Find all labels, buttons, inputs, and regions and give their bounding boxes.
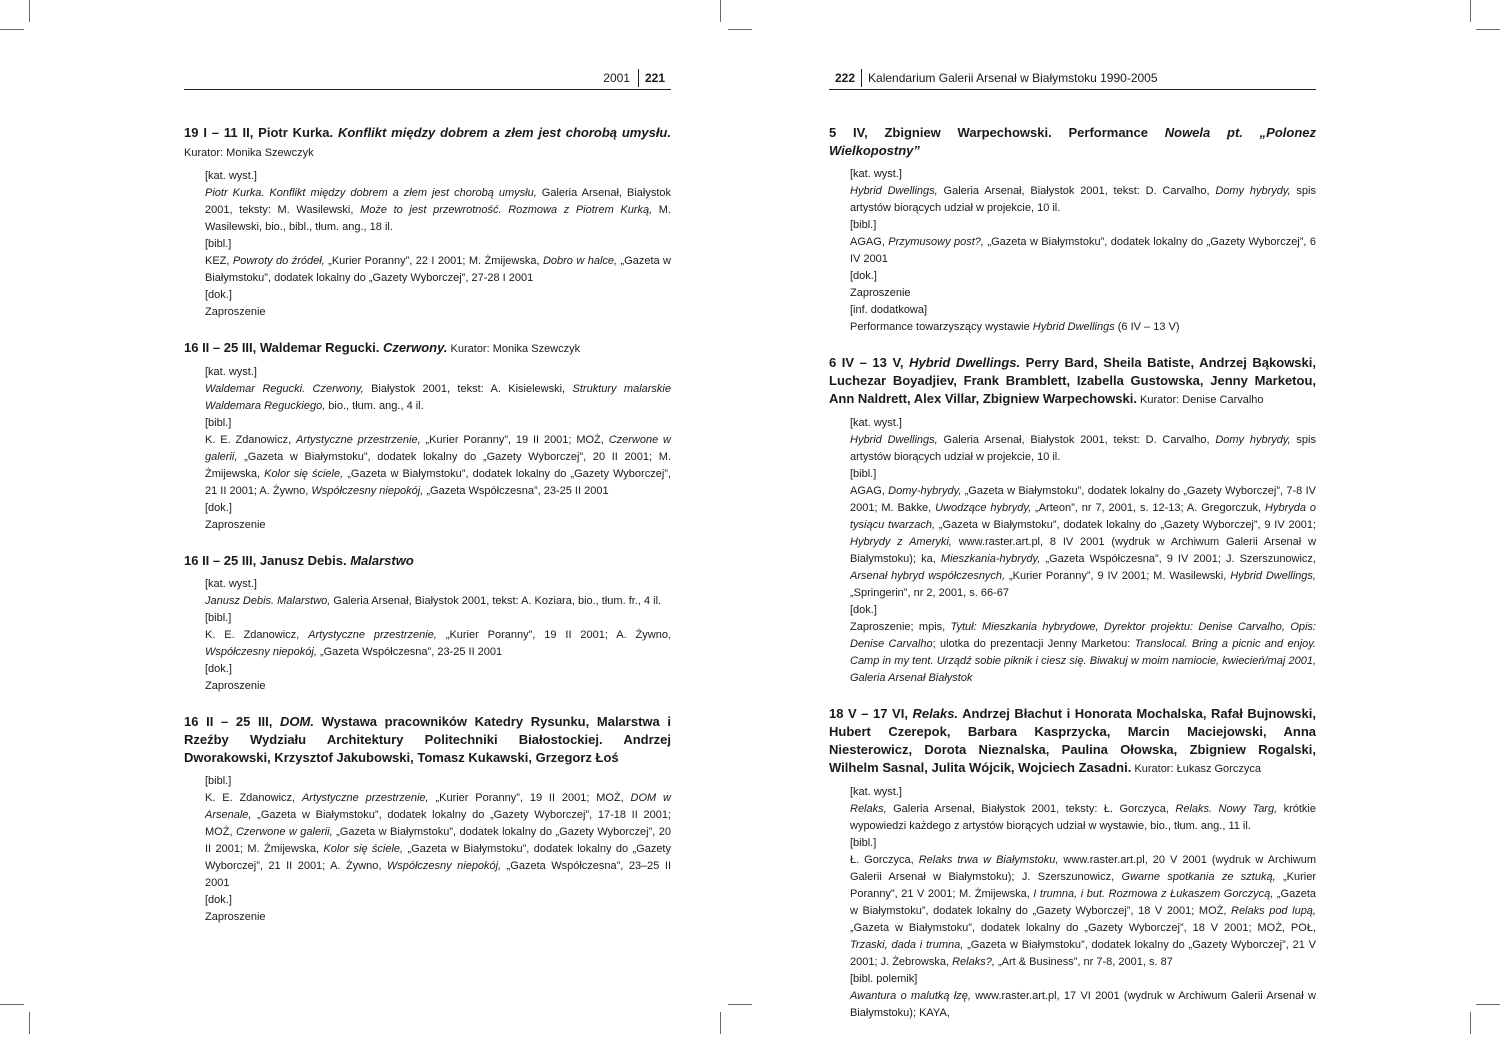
text-run: DOM w Arsenale, (205, 792, 671, 821)
text-run: „Gazeta w Białymstoku”, dodatek lokalny do „Gazety Wyborczej”, 21 II 2001; A. Żywno, (205, 468, 671, 497)
bibliography-line (850, 415, 1316, 432)
text-run: Awantura o malutką łzę, (850, 990, 971, 1002)
text-run: spis artystów biorących udział w projekcie, 10 il. (850, 185, 1316, 214)
text-run: „Gazeta w Białymstoku”, dodatek lokalny do „Gazety Wyborczej”, 18 V 2001; MOŻ, (850, 888, 1316, 917)
bibliography-line (205, 593, 671, 610)
text-run: Hybrid Dwellings. (909, 355, 1021, 370)
text-run: Domy hybrydy, (1215, 185, 1291, 197)
text-run: Relaks, (850, 803, 887, 815)
text-run: „Kurier Poranny”, 21 V 2001; M. Żmijewska, (850, 871, 1316, 900)
text-run: [bibl.] (850, 468, 877, 480)
text-run: DOM. (280, 714, 314, 729)
text-run: Konflikt między dobrem a złem jest chorobą umysłu. (337, 125, 671, 140)
text-run: [inf. dodatkowa] (850, 304, 928, 316)
text-run: 16 II – 25 III, Waldemar Regucki. (184, 340, 383, 355)
bibliography-line (205, 168, 671, 185)
text-run: Kurator: Monika Szewczyk (447, 343, 581, 355)
text-run: „Gazeta Współczesna”, 23-25 II 2001 (316, 646, 503, 658)
text-run: Mieszkania-hybrydy, (940, 553, 1041, 565)
crop-mark (0, 29, 24, 30)
text-run: [bibl.] (850, 219, 877, 231)
calendar-entry (184, 713, 671, 926)
text-run: Zaproszenie (205, 519, 266, 531)
text-run: Białystok 2001, tekst: A. Kisielewski, (363, 383, 573, 395)
bibliography-line (205, 432, 671, 500)
text-run: „Art & Business”, nr 7-8, 2001, s. 87 (994, 956, 1173, 968)
text-run: Gwarne spotkania ze sztuką, (1121, 871, 1276, 883)
bibliography-line (850, 835, 1316, 852)
text-run: Hybrid Dwellings, (850, 185, 938, 197)
text-run: [dok.] (205, 502, 232, 514)
crop-mark (1476, 29, 1500, 30)
bibliography-line (850, 784, 1316, 801)
text-run: Współczesny niepokój, (386, 860, 502, 872)
crop-mark (29, 1012, 30, 1034)
text-run: [kat. wyst.] (850, 168, 902, 180)
text-run: „Kurier Poranny”, 22 I 2001; M. Żmijewska, (324, 255, 543, 267)
entry-title (184, 552, 671, 570)
text-run: 6 IV – 13 V, (829, 355, 910, 370)
text-run: Współczesny niepokój, (205, 646, 317, 658)
text-run: Andrzej Błachut i Honorata Mochalska, Rafał Bujnowski, Hubert Czerepok, Barbara Kasprzycka, Marcin Maciejowski, Anna Niesterowicz, Dorota Nieznalska, Paulina Ołowska, Zbigniew Rogalski, Wilhelm Sasnal, Julita Wójcik, Wojciech Zasadni. (829, 706, 1316, 775)
bibliography-line (850, 166, 1316, 183)
text-run: [bibl.] (205, 417, 232, 429)
bibliography-line (205, 610, 671, 627)
text-run: [dok.] (205, 894, 232, 906)
text-run: Perry Bard, Sheila Batiste, Andrzej Bąkowski, Luchezar Boyadjiev, Frank Bramblett, Izabella Gustowska, Jenny Marketou, Ann Naldrett, Alex Villar, Zbigniew Warpechowski. (829, 355, 1316, 406)
text-run: „Gazeta w Białymstoku”, dodatek lokalny do „Gazety Wyborczej”, 17-18 II 2001; MOŻ, (205, 809, 671, 838)
entry-title (829, 705, 1316, 778)
text-run: „Arteon”, nr 7, 2001, s. 12-13; A. Gregorczuk, (1031, 502, 1266, 514)
crop-mark (1470, 1012, 1471, 1034)
text-run: „Kurier Poranny”, 9 IV 2001; M. Wasilewski, (1005, 570, 1231, 582)
page-header-left (184, 69, 671, 90)
text-run: Kurator: Łukasz Gorczyca (1131, 763, 1261, 775)
bibliography-line (850, 852, 1316, 971)
text-run: Czerwony. (382, 340, 448, 355)
text-run: „Gazeta w Białymstoku”, dodatek lokalny do „Gazety Wyborczej”, 7-8 IV 2001; M. Bakke, (850, 485, 1316, 514)
text-run: Wystawa pracowników Katedry Rysunku, Malarstwa i Rzeźby Wydziału Architektury Politechniki Białostockiej. Andrzej Dworakowski, Krzysztof Jakubowski, Tomasz Kukawski, Grzegorz Łoś (184, 714, 671, 765)
entry-title (184, 339, 671, 358)
text-run: „Gazeta w Białymstoku”, dodatek lokalny do „Gazety Wyborczej”, 6 IV 2001 (850, 236, 1317, 265)
text-run: Relaks. Nowy Targ, (1175, 803, 1278, 815)
text-run: „Kurier Poranny”, 19 II 2001; MOŻ, (428, 792, 631, 804)
text-run: Przymusowy post?, (888, 236, 984, 248)
text-run: „Gazeta w Białymstoku”, dodatek lokalny do „Gazety Wyborczej”, 20 II 2001; M. Żmijewska, (205, 451, 671, 480)
bibliography-line (205, 381, 671, 415)
entry-title (829, 124, 1316, 160)
text-run: 19 I – 11 II, Piotr Kurka. (184, 125, 338, 140)
entry-title (829, 354, 1316, 409)
text-run: AGAG, (850, 236, 889, 248)
entry-body (850, 166, 1316, 336)
text-run: „Gazeta w Białymstoku”, dodatek lokalny do „Gazety Wyborczej”, 21 V 2001; J. Żebrowska, (850, 939, 1316, 968)
text-run: Galeria Arsenał, Białystok 2001, tekst: D. Carvalho, (937, 185, 1216, 197)
text-run: [kat. wyst.] (205, 366, 257, 378)
text-run: www.raster.art.pl, 20 V 2001 (wydruk w Archiwum Galerii Arsenał w Białymstoku); J. Szerszunowicz, (850, 854, 1316, 883)
text-run: spis artystów biorących udział w projekcie, 10 il. (850, 434, 1316, 463)
crop-mark (728, 1004, 752, 1005)
text-run: Artystyczne przestrzenie, (301, 792, 429, 804)
bibliography-line (850, 602, 1316, 619)
header-year: 2001 (603, 71, 630, 85)
text-run: „Gazeta Współczesna”, 23–25 II 2001 (205, 860, 671, 889)
bibliography-line (850, 619, 1316, 687)
text-run: Piotr Kurka. Konflikt między dobrem a złem jest chorobą umysłu, (205, 187, 537, 199)
text-run: Tytuł: Mieszkania hybrydowe, Dyrektor projektu: Denise Carvalho, Opis: Denise Carvalho (850, 621, 1316, 650)
text-run: www.raster.art.pl, 8 IV 2001 (wydruk w Archiwum Galerii Arsenał w Białymstoku); ka, (850, 536, 1317, 565)
text-run: Translocal. Bring a picnic and enjoy. Camp in my tent. Urządź sobie piknik i ciesz się. Biwakuj w moim namiocie, kwiecień/maj 2001, Galeria Arsenał Białystok (850, 638, 1316, 684)
text-run: bio., tłum. ang., 4 il. (325, 400, 424, 412)
text-run: Hybrid Dwellings, (1230, 570, 1316, 582)
text-run: „Gazeta w Białymstoku”, dodatek lokalny do „Gazety Wyborczej”, 21 II 2001; A. Żywno, (205, 843, 671, 872)
bibliography-line (850, 971, 1316, 988)
text-run: [kat. wyst.] (850, 417, 902, 429)
crop-mark (720, 1012, 721, 1034)
text-run: Kolor się ściele, (264, 468, 344, 480)
calendar-entry (184, 339, 671, 534)
bibliography-line (205, 661, 671, 678)
entry-body (850, 784, 1316, 1022)
bibliography-line (205, 415, 671, 432)
calendar-entry (829, 705, 1316, 1022)
bibliography-line (205, 576, 671, 593)
text-run: Janusz Debis. Malarstwo, (205, 595, 331, 607)
text-run: Zaproszenie (205, 911, 266, 923)
bibliography-line (205, 500, 671, 517)
text-run: KEZ, (205, 255, 233, 267)
text-run: „Kurier Poranny”, 19 II 2001; A. Żywno, (436, 629, 672, 641)
entry-body (205, 576, 671, 695)
text-run: Kurator: Monika Szewczyk (184, 147, 314, 159)
text-run: Czerwone w galerii, (205, 434, 672, 463)
entry-body (205, 773, 671, 926)
text-run: [dok.] (205, 289, 232, 301)
text-run: Dobro w halce, (542, 255, 618, 267)
text-run: K. E. Zdanowicz, (205, 629, 309, 641)
text-run: [kat. wyst.] (850, 786, 902, 798)
text-run: Współczesny niepokój, (311, 485, 424, 497)
text-run: Galeria Arsenał, Białystok 2001, tekst: A. Koziara, bio., tłum. fr., 4 il. (330, 595, 662, 607)
bibliography-line (850, 988, 1316, 1022)
bibliography-line (205, 517, 671, 534)
text-run: K. E. Zdanowicz, (205, 434, 296, 446)
text-run: [bibl.] (850, 837, 877, 849)
text-run: Hybrid Dwellings, (850, 434, 938, 446)
text-run: Hybryda o tysiącu twarzach, (850, 502, 1317, 531)
calendar-entry (829, 354, 1316, 687)
text-run: krótkie wypowiedzi każdego z artystów biorących udział w wystawie, bio., tłum. ang., 11 il. (850, 803, 1316, 832)
bibliography-line (850, 466, 1316, 483)
text-run: Zaproszenie (205, 306, 266, 318)
text-run: Zaproszenie (205, 680, 266, 692)
bibliography-line (205, 364, 671, 381)
bibliography-line (850, 268, 1316, 285)
text-run: Relaks. (912, 706, 959, 721)
text-run: 16 II – 25 III, Janusz Debis. (184, 553, 351, 568)
page-number: 222 (835, 71, 856, 85)
text-run: [bibl.] (205, 775, 232, 787)
crop-mark (29, 0, 30, 22)
bibliography-line (205, 909, 671, 926)
bibliography-line (850, 183, 1316, 217)
left-page-column (184, 124, 671, 944)
entry-body (850, 415, 1316, 687)
text-run: Trzaski, dada i trumna, (850, 939, 964, 951)
right-page-column (829, 124, 1316, 1040)
text-run: Powroty do źródeł, (232, 255, 325, 267)
text-run: Ł. Gorczyca, (850, 854, 919, 866)
text-run: Performance towarzyszący wystawie (850, 321, 1033, 333)
text-run: [kat. wyst.] (205, 578, 257, 590)
text-run: Zaproszenie (850, 287, 911, 299)
text-run: „Gazeta w Białymstoku”, dodatek lokalny do „Gazety Wyborczej”, 20 II 2001; M. Żmijewska, (205, 826, 671, 855)
text-run: Galeria Arsenał, Białystok 2001, tekst: D. Carvalho, (937, 434, 1216, 446)
text-run: [dok.] (205, 663, 232, 675)
bibliography-line (205, 790, 671, 892)
text-run: [bibl.] (205, 238, 232, 250)
text-run: [bibl. polemik] (850, 973, 918, 985)
calendar-entry (829, 124, 1316, 336)
bibliography-line (850, 319, 1316, 336)
text-run: Waldemar Regucki. Czerwony, (205, 383, 364, 395)
text-run: 18 V – 17 VI, (829, 706, 913, 721)
text-run: „Gazeta w Białymstoku”, dodatek lokalny do „Gazety Wyborczej”, 27-28 I 2001 (205, 255, 671, 284)
text-run: „Kurier Poranny”, 19 II 2001; MOŻ, (420, 434, 609, 446)
text-run: Czerwone w galerii, (235, 826, 333, 838)
text-run: K. E. Zdanowicz, (205, 792, 302, 804)
text-run: Relaks pod lupą, (1231, 905, 1316, 917)
text-run: [dok.] (850, 604, 877, 616)
entry-body (205, 364, 671, 534)
bibliography-line (850, 234, 1316, 268)
text-run: „Springerin”, nr 2, 2001, s. 66-67 (850, 587, 1009, 599)
crop-mark (0, 1004, 24, 1005)
text-run: (6 IV – 13 V) (1114, 321, 1180, 333)
bibliography-line (205, 236, 671, 253)
bibliography-line (205, 627, 671, 661)
bibliography-line (850, 432, 1316, 466)
text-run: ; ulotka do prezentacji Jenny Marketou: (932, 638, 1135, 650)
text-run: Nowela pt. „Polonez Wielkopostny” (829, 125, 1316, 158)
crop-mark (720, 0, 721, 22)
text-run: Artystyczne przestrzenie, (308, 629, 437, 641)
text-run: [bibl.] (205, 612, 232, 624)
text-run: Artystyczne przestrzenie, (295, 434, 421, 446)
bibliography-line (205, 892, 671, 909)
text-run: Hybrydy z Ameryki, (850, 536, 952, 548)
bibliography-line (205, 287, 671, 304)
text-run: Może to jest przewrotność. Rozmowa z Piotrem Kurką, (360, 204, 653, 216)
crop-mark (1476, 1004, 1500, 1005)
calendar-entry (184, 552, 671, 695)
text-run: „Gazeta w Białymstoku”, dodatek lokalny do „Gazety Wyborczej”, 18 V 2001; MOŻ, POŁ, (850, 922, 1316, 934)
text-run: Domy hybrydy, (1215, 434, 1291, 446)
bibliography-line (205, 185, 671, 236)
bibliography-line (850, 217, 1316, 234)
text-run: Galeria Arsenał, Białystok 2001, teksty: M. Wasilewski, (205, 187, 671, 216)
running-title: Kalendarium Galerii Arsenał w Białymstoku 1990-2005 (868, 71, 1158, 85)
bibliography-line (850, 483, 1316, 602)
text-run: „Gazeta w Białymstoku”, dodatek lokalny do „Gazety Wyborczej”, 9 IV 2001; (935, 519, 1316, 531)
text-run: Zaproszenie; mpis, (850, 621, 951, 633)
text-run: 16 II – 25 III, (184, 714, 281, 729)
text-run: Malarstwo (350, 553, 414, 568)
calendar-entry (184, 124, 671, 321)
text-run: „Gazeta Współczesna”, 23-25 II 2001 (423, 485, 609, 497)
text-run: [kat. wyst.] (205, 170, 257, 182)
crop-mark (728, 29, 752, 30)
text-run: Uwodzące hybrydy, (935, 502, 1032, 514)
text-run: Struktury malarskie Waldemara Reguckiego, (205, 383, 671, 412)
text-run: M. Wasilewski, bio., bibl., tłum. ang., 18 il. (205, 204, 671, 233)
text-run: 5 IV, Zbigniew Warpechowski. Performance (829, 125, 1165, 140)
page-number: 221 (644, 71, 665, 85)
bibliography-line (850, 801, 1316, 835)
bibliography-line (850, 285, 1316, 302)
text-run: Hybrid Dwellings (1032, 321, 1115, 333)
bibliography-line (205, 773, 671, 790)
text-run: Relaks?, (952, 956, 995, 968)
bibliography-line (850, 302, 1316, 319)
text-run: www.raster.art.pl, 17 VI 2001 (wydruk w Archiwum Galerii Arsenał w Białymstoku); KAYA, (850, 990, 1316, 1019)
crop-mark (1470, 0, 1471, 22)
text-run: Kurator: Denise Carvalho (1136, 394, 1264, 406)
entry-title (184, 124, 671, 162)
text-run: Arsenał hybryd współczesnych, (850, 570, 1006, 582)
text-run: AGAG, (850, 485, 889, 497)
text-run: Relaks trwa w Białymstoku, (918, 854, 1059, 866)
bibliography-line (205, 253, 671, 287)
entry-title (184, 713, 671, 767)
bibliography-line (205, 304, 671, 321)
text-run: I trumna, i but. Rozmowa z Łukaszem Gorczycą, (1033, 888, 1274, 900)
text-run: Domy-hybrydy, (888, 485, 962, 497)
bibliography-line (205, 678, 671, 695)
text-run: Kolor się ściele, (323, 843, 404, 855)
text-run: Galeria Arsenał, Białystok 2001, teksty: Ł. Gorczyca, (886, 803, 1176, 815)
page-header-right (829, 69, 1316, 90)
entry-body (205, 168, 671, 321)
text-run: „Gazeta Współczesna”, 9 IV 2001; J. Szerszunowicz, (1040, 553, 1316, 565)
text-run: [dok.] (850, 270, 877, 282)
